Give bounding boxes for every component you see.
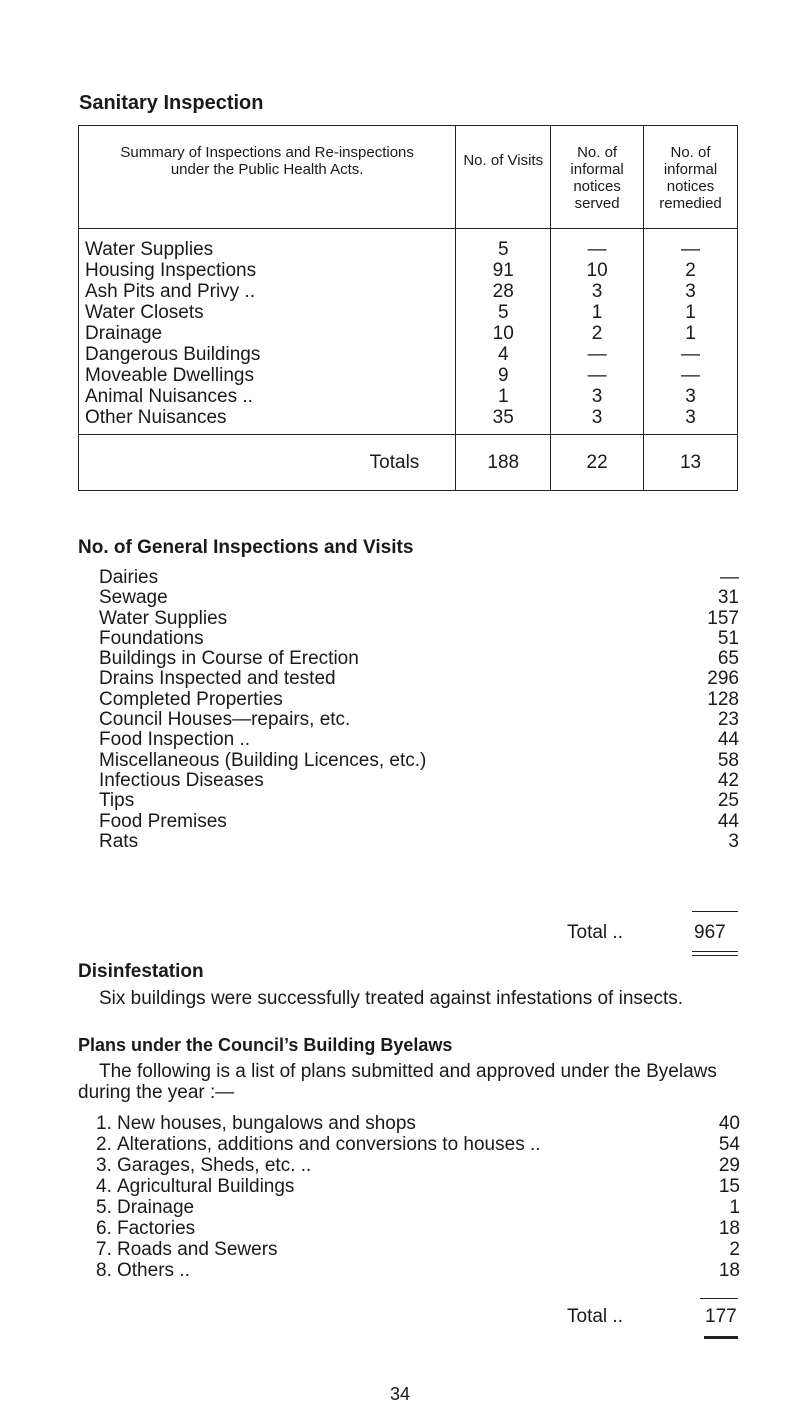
general-list (99, 568, 739, 852)
header-remedied: No. of informal notices remedied (644, 126, 738, 229)
row-served: 3 (551, 281, 644, 302)
row-served: — (551, 365, 644, 386)
row-remedied: 1 (644, 302, 738, 323)
list-item (99, 609, 739, 629)
item-label: Infectious Diseases (99, 769, 264, 791)
row-visits: 5 (456, 302, 551, 323)
total-double-rule-2 (692, 955, 738, 956)
row-label: Drainage (79, 323, 456, 344)
total-rule-top (692, 911, 738, 912)
list-item (99, 730, 739, 750)
item-value: 54 (718, 1134, 740, 1155)
item-value: 15 (718, 1176, 740, 1197)
item-value: 65 (717, 648, 739, 670)
item-number: 6. (96, 1218, 112, 1239)
item-value: 58 (717, 749, 739, 771)
table-row (79, 229, 738, 261)
item-value: 31 (717, 587, 739, 609)
item-label: Drainage (117, 1197, 195, 1218)
list-item (99, 791, 739, 811)
totals-visits: 188 (456, 435, 551, 491)
row-visits: 35 (456, 407, 551, 435)
table-row (79, 302, 738, 323)
row-label: Dangerous Buildings (79, 344, 456, 365)
list-item (99, 751, 739, 771)
row-remedied: 1 (644, 323, 738, 344)
totals-label: Totals (79, 435, 456, 491)
item-value: 51 (717, 627, 739, 649)
table-row (79, 323, 738, 344)
row-visits: 9 (456, 365, 551, 386)
row-visits: 28 (456, 281, 551, 302)
plans-total-label: Total .. (567, 1306, 623, 1327)
list-item (96, 1197, 740, 1218)
item-value: 44 (717, 729, 739, 751)
totals-remedied: 13 (644, 435, 738, 491)
row-served: 1 (551, 302, 644, 323)
row-label: Water Closets (79, 302, 456, 323)
list-item (99, 812, 739, 832)
item-label: Council Houses—repairs, etc. (99, 709, 351, 731)
row-remedied: 3 (644, 407, 738, 435)
disinfestation-heading: Disinfestation (78, 961, 204, 982)
item-label: Food Inspection .. (99, 729, 251, 751)
list-item (99, 710, 739, 730)
item-number: 2. (96, 1134, 112, 1155)
list-item (99, 669, 739, 689)
general-heading: No. of General Inspections and Visits (78, 537, 414, 558)
plans-total-double-rule (704, 1336, 738, 1339)
item-label: Garages, Sheds, etc. .. (117, 1155, 312, 1176)
list-item (99, 629, 739, 649)
row-remedied: — (644, 229, 738, 261)
row-visits: 91 (456, 260, 551, 281)
row-label: Moveable Dwellings (79, 365, 456, 386)
item-label: Agricultural Buildings (117, 1176, 295, 1197)
row-served: 3 (551, 386, 644, 407)
row-visits: 5 (456, 229, 551, 261)
general-total-value: 967 (694, 922, 726, 943)
item-label: Food Premises (99, 810, 227, 832)
item-value: 157 (707, 607, 739, 629)
item-label: Completed Properties (99, 688, 283, 710)
list-item (96, 1155, 740, 1176)
header-served: No. of informal notices served (551, 126, 644, 229)
item-number: 3. (96, 1155, 112, 1176)
item-value: 3 (728, 830, 739, 852)
item-label: Buildings in Course of Erection (99, 648, 359, 670)
row-served: 2 (551, 323, 644, 344)
item-label: Rats (99, 830, 139, 852)
list-item (99, 649, 739, 669)
row-label: Other Nuisances (79, 407, 456, 435)
list-item (96, 1176, 740, 1197)
plans-total-value: 177 (705, 1306, 737, 1327)
list-item (96, 1113, 740, 1134)
plans-list (96, 1113, 740, 1281)
table-row (79, 386, 738, 407)
item-number: 1. (96, 1113, 112, 1134)
row-served: — (551, 344, 644, 365)
list-item (96, 1218, 740, 1239)
row-remedied: — (644, 365, 738, 386)
plans-heading: Plans under the Council’s Building Byelaws (78, 1035, 453, 1055)
list-item (99, 771, 739, 791)
row-label: Housing Inspections (79, 260, 456, 281)
item-label: New houses, bungalows and shops (117, 1113, 416, 1134)
row-remedied: — (644, 344, 738, 365)
row-label: Animal Nuisances .. (79, 386, 456, 407)
list-item (96, 1134, 740, 1155)
total-double-rule-1 (692, 951, 738, 952)
item-value: 44 (717, 810, 739, 832)
item-value: 1 (729, 1197, 740, 1218)
row-visits: 1 (456, 386, 551, 407)
row-label: Ash Pits and Privy .. (79, 281, 456, 302)
item-value: — (720, 567, 739, 588)
row-visits: 4 (456, 344, 551, 365)
item-label: Drains Inspected and tested (99, 668, 336, 690)
page-title: Sanitary Inspection (79, 92, 264, 114)
row-served: 3 (551, 407, 644, 435)
general-total-label: Total .. (567, 922, 623, 943)
item-number: 7. (96, 1239, 112, 1260)
table-totals-row (79, 435, 738, 491)
item-label: Tips (99, 790, 135, 812)
table-row (79, 344, 738, 365)
table-header-row (79, 126, 738, 229)
item-value: 296 (707, 668, 739, 690)
list-item (96, 1239, 740, 1260)
row-remedied: 2 (644, 260, 738, 281)
header-visits: No. of Visits (456, 126, 551, 229)
disinfestation-text: Six buildings were successfully treated against infestations of insects. (99, 988, 684, 1009)
item-value: 2 (729, 1239, 740, 1260)
table-row (79, 281, 738, 302)
totals-served: 22 (551, 435, 644, 491)
table-row (79, 260, 738, 281)
item-value: 23 (717, 709, 739, 731)
table-row (79, 365, 738, 386)
list-item (99, 588, 739, 608)
table-row (79, 407, 738, 435)
row-served: — (551, 229, 644, 261)
item-number: 8. (96, 1260, 112, 1281)
item-label: Dairies (99, 567, 159, 588)
item-value: 40 (718, 1113, 740, 1134)
item-number: 4. (96, 1176, 112, 1197)
item-label: Miscellaneous (Building Licences, etc.) (99, 749, 427, 771)
item-value: 18 (718, 1218, 740, 1239)
item-label: Water Supplies (99, 607, 228, 629)
plans-total-rule (700, 1298, 738, 1299)
list-item (96, 1260, 740, 1281)
item-value: 42 (717, 769, 739, 791)
item-label: Sewage (99, 587, 168, 609)
item-value: 128 (707, 688, 739, 710)
item-label: Roads and Sewers (117, 1239, 278, 1260)
item-number: 5. (96, 1197, 112, 1218)
item-label: Alterations, additions and conversions to houses .. (117, 1134, 541, 1155)
row-remedied: 3 (644, 386, 738, 407)
row-label: Water Supplies (79, 229, 456, 261)
plans-intro: The following is a list of plans submitted and approved under the Byelaws during the year :— (78, 1061, 717, 1103)
list-item (99, 832, 739, 852)
header-summary: Summary of Inspections and Re-inspections under the Public Health Acts. (79, 126, 456, 229)
row-visits: 10 (456, 323, 551, 344)
row-served: 10 (551, 260, 644, 281)
item-label: Others .. (117, 1260, 190, 1281)
item-label: Foundations (99, 627, 204, 649)
item-value: 29 (718, 1155, 740, 1176)
inspections-table (78, 125, 738, 491)
item-value: 18 (718, 1260, 740, 1281)
list-item (99, 690, 739, 710)
list-item (99, 568, 739, 588)
item-value: 25 (717, 790, 739, 812)
item-label: Factories (117, 1218, 196, 1239)
page-number: 34 (390, 1384, 411, 1404)
row-remedied: 3 (644, 281, 738, 302)
